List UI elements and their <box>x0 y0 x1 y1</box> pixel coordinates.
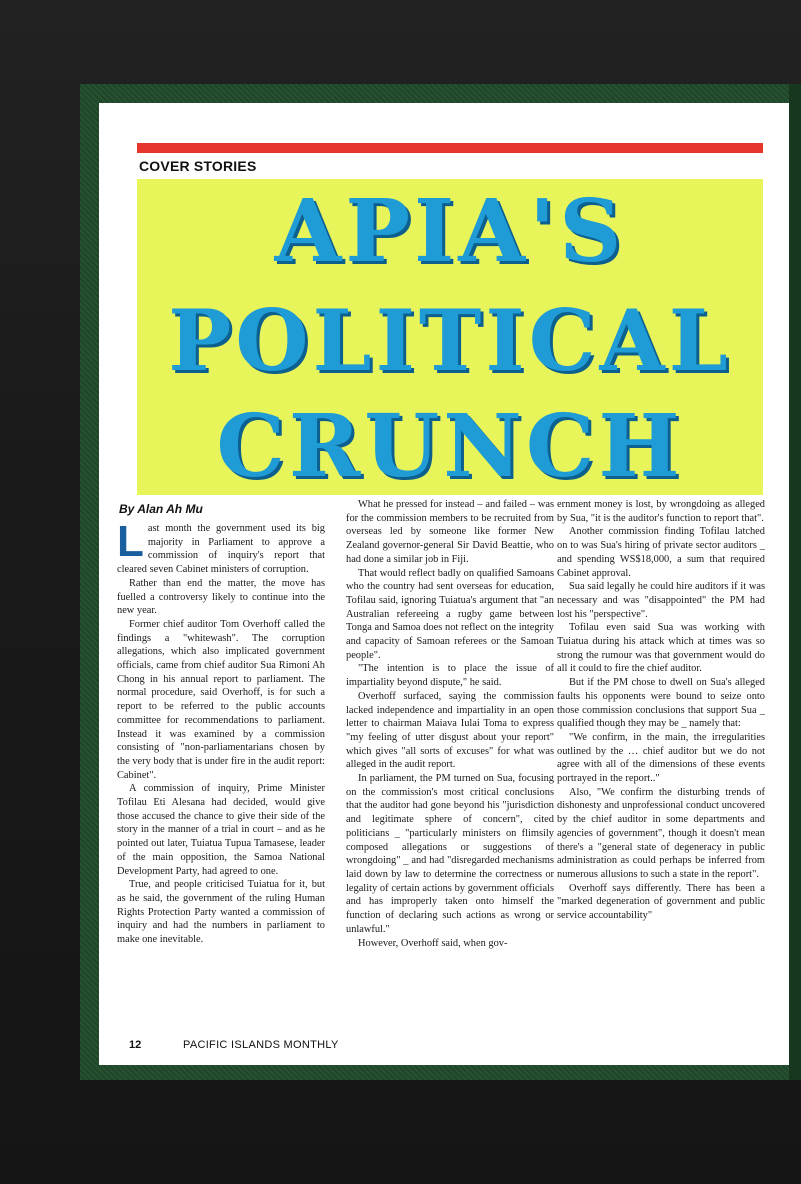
paragraph: A commission of inquiry, Prime Minister Tofilau Eti Alesana had decided, would give those accused the chance to give their side of the story in the manner of a trial in court – and as he pointed out later, Tuiatua Tupua Tamasese, leader of the main opposition, the Samoa National Development Party, had agreed to one. <box>117 783 325 877</box>
paragraph: Former chief auditor Tom Overhoff called the findings a "whitewash". The corruption allegations, which also implicated government officials, came from chief auditor Sua Rimoni Ah Chong in his annual report to parliament. The normal procedure, said Overhoff, is for such a report to be referred to the public accounts committee for recommendations to parliament. Instead it was examined by a commission consisting of "non-parliamentarians chosen by the very body that is under fire in the audit report: Cabinet". <box>117 618 325 781</box>
paragraph: That would reflect badly on qualified Samoans who the country had sent overseas for education, Tofilau said, ignoring Tuiatua's argument that "an Australian refereeing a rugby game between Tonga and Samoa does not reflect on the integrity and capacity of Samoan referees or the Samoan people". <box>346 567 554 661</box>
paragraph: Tofilau even said Sua was working with Tuiatua during his attack which at times was so strong the rumour was that government would do all it could to fire the chief auditor. <box>557 622 765 675</box>
paragraph: ernment money is lost, by wrongdoing as alleged by Sua, "it is the auditor's function to report that". <box>557 499 765 524</box>
article-column-3 <box>557 498 765 923</box>
headline-panel <box>137 179 763 495</box>
page-number: 12 <box>129 1039 142 1051</box>
paragraph: Also, "We confirm the disturbing trends of dishonesty and unprofessional conduct uncovered by the chief auditor in some departments and agencies of government", though it doesn't mean there's a "general state of degeneracy in public administration as could perhaps be inferred from numerous allusions to such a state in the report". <box>557 786 765 880</box>
paragraph: Overhoff surfaced, saying the commission lacked independence and impartiality in an open letter to chairman Maiava Iulai Toma to express "my feeling of utter disgust about your report" which gives "all sorts of excuses" for what was alleged in the audit report. <box>346 690 554 771</box>
binder-spine <box>789 84 801 1080</box>
magazine-name: PACIFIC ISLANDS MONTHLY <box>183 1039 339 1051</box>
paragraph: Last month the government used its big majority in Parliament to approve a commission of inquiry's report that cleared seven Cabinet ministers of corruption. <box>117 517 325 576</box>
headline-line-3: CRUNCH <box>216 396 684 497</box>
paragraph: Sua said legally he could hire auditors if it was necessary and was "disappointed" the PM had lost his "perspective". <box>557 581 765 620</box>
paragraph: What he pressed for instead – and failed – was for the commission members to be recruited from overseas led by someone like former New Zealand governor-general Sir David Beattie, who had done a similar job in Fiji. <box>346 499 554 565</box>
paragraph: "We confirm, in the main, the irregularities outlined by the … chief auditor but we do not agree with all of the dimensions of these events portrayed in the report.." <box>557 731 765 785</box>
article-column-1 <box>117 517 325 947</box>
paragraph: Rather than end the matter, the move has fuelled a controversy likely to continue into the new year. <box>117 577 325 617</box>
paragraph: In parliament, the PM turned on Sua, focusing on the commission's most critical conclusions that the auditor had gone beyond his "jurisdiction and legitimate sphere of concern", cited politicians _ "particularly ministers on flimsily composed allegations or suggestions of wrongdoing" _ and had "disregarded mechanisms laid down by law to determine the correctness or legality of certain actions by government officials and has improperly taken onto himself the function of declaring such actions as wrong or unlawful." <box>346 773 554 935</box>
paragraph: True, and people criticised Tuiatua for it, but as he said, the government of the ruling Human Rights Protection Party wanted a commission of inquiry and had the numbers in parliament to make one inevitable. <box>117 879 325 946</box>
paragraph: "The intention is to place the issue of impartiality beyond dispute," he said. <box>346 663 554 689</box>
magazine-page <box>99 103 789 1065</box>
section-label: COVER STORIES <box>139 158 257 174</box>
article-column-2 <box>346 498 554 950</box>
paragraph: But if the PM chose to dwell on Sua's alleged faults his opponents were bound to seize onto those commission conclusions that support Sua _ qualified though they may be _ namely that: <box>557 677 765 730</box>
drop-cap: L <box>117 517 144 566</box>
paragraph: Overhoff says differently. There has been a "marked degeneration of government and public service accountability" <box>557 882 765 922</box>
paragraph: However, Overhoff said, when gov- <box>358 937 508 949</box>
section-rule <box>137 143 763 153</box>
headline-line-2: POLITICAL <box>168 291 732 390</box>
paragraph: Another commission finding Tofilau latched on to was Sua's hiring of private sector auditors _ and spending WS$18,000, a sum that required Cabinet approval. <box>557 526 765 579</box>
headline-line-1: APIA'S <box>274 181 626 282</box>
byline: By Alan Ah Mu <box>119 502 203 516</box>
